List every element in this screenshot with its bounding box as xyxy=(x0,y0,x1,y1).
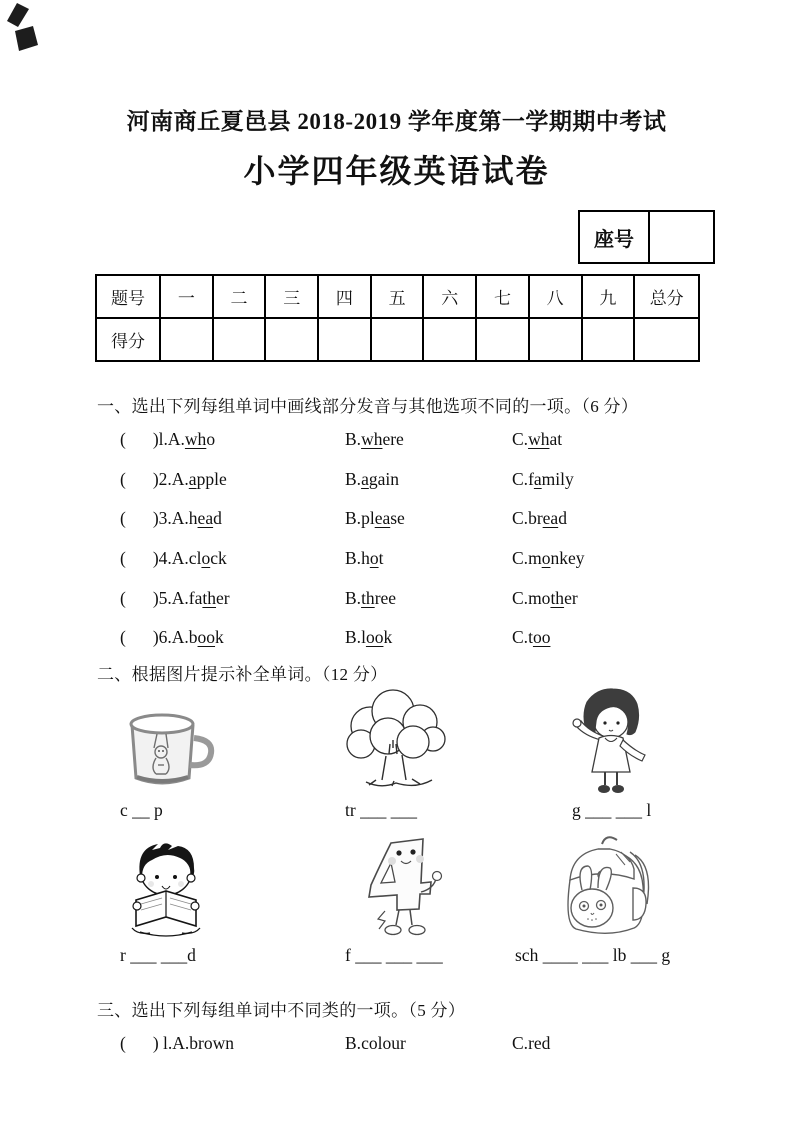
word-part: pl xyxy=(361,508,375,529)
underlined-part: wh xyxy=(528,429,550,449)
option-letter: B. xyxy=(345,587,362,608)
word-part: h xyxy=(361,548,370,569)
option-letter: C. xyxy=(512,548,529,569)
score-cell xyxy=(160,318,213,361)
option-A xyxy=(172,627,224,647)
word-part: o xyxy=(206,429,216,449)
question-number: )2. xyxy=(152,468,172,489)
schoolbag-with-rabbit-image xyxy=(546,828,670,942)
section3-heading: 三、选出下列每组单词中不同类的一项。（5 分） xyxy=(97,1001,466,1020)
word-completion-blank: c __ p xyxy=(120,800,163,820)
question-number-cell: 一 xyxy=(160,275,213,318)
word-part: br xyxy=(528,508,543,529)
word-part: ere xyxy=(382,429,404,449)
word-part: h xyxy=(188,508,198,529)
option-B xyxy=(345,420,404,460)
question-number-cell: 四 xyxy=(318,275,371,318)
question-number: )3. xyxy=(152,508,172,529)
option-B xyxy=(345,579,396,619)
underlined-part: th xyxy=(202,587,217,608)
option-B xyxy=(345,618,392,658)
option-A xyxy=(172,508,222,528)
option-letter: C. xyxy=(512,1033,529,1053)
question-number-cell: 六 xyxy=(423,275,476,318)
word-part: t xyxy=(378,548,384,569)
option-letter: C. xyxy=(512,587,529,608)
question-number: )4. xyxy=(152,548,172,569)
answer-blank-open-paren: ( xyxy=(120,587,126,608)
answer-blank-open-paren: ( xyxy=(120,627,126,648)
word-part: pple xyxy=(196,468,227,489)
question-number-header: 题号 xyxy=(96,275,160,318)
seat-number-value xyxy=(650,212,713,262)
option-C xyxy=(512,618,550,658)
word-part: cl xyxy=(188,548,202,569)
score-cell xyxy=(265,318,318,361)
option-letter: A. xyxy=(171,468,189,489)
option-letter: B. xyxy=(345,508,362,529)
score-cell xyxy=(318,318,371,361)
question-number: )6. xyxy=(152,627,172,648)
word-part: colour xyxy=(361,1033,406,1053)
option-letter: A. xyxy=(171,627,189,648)
word-part: mily xyxy=(541,468,574,489)
underlined-part: oo xyxy=(532,627,551,648)
option-letter: B. xyxy=(345,548,362,569)
question-number-cell: 二 xyxy=(213,275,266,318)
section2-heading: 二、根据图片提示补全单词。（12 分） xyxy=(97,665,388,684)
word-part: m xyxy=(528,548,542,569)
question-row xyxy=(120,460,720,500)
word-part: k xyxy=(215,627,224,648)
word-part: brown xyxy=(189,1033,235,1053)
option-B xyxy=(345,1026,406,1060)
option-letter: A. xyxy=(171,587,189,608)
score-cell xyxy=(582,318,635,361)
question-row xyxy=(120,499,720,539)
option-C xyxy=(512,420,562,460)
seat-number-label: 座号 xyxy=(580,212,650,262)
word-part: nkey xyxy=(550,548,585,569)
cartoon-number-four-image xyxy=(333,831,453,943)
option-C xyxy=(512,499,567,539)
score-row-header: 得分 xyxy=(96,318,160,361)
word-part: ree xyxy=(374,587,397,608)
option-letter: B. xyxy=(345,429,362,449)
tree-image xyxy=(336,678,456,798)
word-part: l xyxy=(361,627,366,648)
question-row xyxy=(120,618,720,658)
word-completion-blank: f ___ ___ ___ xyxy=(345,945,443,965)
score-cell xyxy=(634,318,699,361)
underlined-part: a xyxy=(533,468,542,489)
word-part: er xyxy=(216,587,230,608)
word-part: mo xyxy=(528,587,551,608)
option-A xyxy=(172,588,230,608)
score-cell xyxy=(476,318,529,361)
question-number-cell: 三 xyxy=(265,275,318,318)
underlined-part: o xyxy=(369,548,379,569)
word-part: at xyxy=(549,429,563,449)
question-number-cell: 九 xyxy=(582,275,635,318)
question-number-cell: 七 xyxy=(476,275,529,318)
word-completion-blank: g ___ ___ l xyxy=(572,800,652,820)
underlined-part: wh xyxy=(184,429,207,449)
option-letter: A. xyxy=(171,548,189,569)
option-C xyxy=(512,1026,550,1060)
exam-title: 河南商丘夏邑县 2018-2019 学年度第一学期期中考试 xyxy=(126,109,667,134)
section1-heading: 一、选出下列每组单词中画线部分发音与其他选项不同的一项。（6 分） xyxy=(97,397,639,416)
underlined-part: th xyxy=(361,587,375,608)
boy-reading-book-image xyxy=(110,836,224,941)
word-part: red xyxy=(528,1033,551,1053)
option-letter: B. xyxy=(345,1033,362,1053)
question-row xyxy=(120,1026,720,1060)
paper-title: 小学四年级英语试卷 xyxy=(243,153,550,189)
underlined-part: ea xyxy=(197,508,214,529)
option-letter: C. xyxy=(512,468,529,489)
score-table xyxy=(95,274,700,362)
seat-number-box xyxy=(578,210,715,264)
cup-with-rabbit-image xyxy=(116,698,218,796)
underlined-part: o xyxy=(201,548,211,569)
option-A xyxy=(172,1033,234,1053)
option-B xyxy=(345,460,399,500)
question-row xyxy=(120,539,720,579)
underlined-part: ea xyxy=(374,508,391,529)
answer-blank-open-paren: ( xyxy=(120,548,126,569)
option-C xyxy=(512,460,574,500)
underlined-part: ea xyxy=(542,508,559,529)
word-completion-blank: sch ____ ___ lb ___ g xyxy=(515,945,671,965)
option-letter: A. xyxy=(172,1033,190,1053)
score-cell xyxy=(423,318,476,361)
answer-blank-open-paren: ( xyxy=(120,429,126,449)
option-A xyxy=(172,469,227,489)
score-cell xyxy=(213,318,266,361)
question-row xyxy=(120,579,720,619)
answer-blank-open-paren: ( xyxy=(120,1033,126,1053)
word-part: fa xyxy=(188,587,203,608)
option-A xyxy=(172,548,227,568)
underlined-part: a xyxy=(188,468,197,489)
option-letter: A. xyxy=(171,508,189,529)
option-letter: A. xyxy=(167,429,185,449)
question-number-cell: 八 xyxy=(529,275,582,318)
word-completion-blank: tr ___ ___ xyxy=(345,800,417,820)
option-B xyxy=(345,539,383,579)
word-part: er xyxy=(564,587,578,608)
question-number-cell: 总分 xyxy=(634,275,699,318)
section3-question-rows xyxy=(120,1026,720,1060)
word-part: d xyxy=(558,508,567,529)
word-part: b xyxy=(188,627,198,648)
answer-blank-open-paren: ( xyxy=(120,468,126,489)
word-part: ck xyxy=(210,548,227,569)
word-part: se xyxy=(390,508,405,529)
word-part: f xyxy=(528,468,534,489)
option-B xyxy=(345,499,405,539)
scan-artifact-marks xyxy=(2,0,50,60)
section1-question-rows xyxy=(120,420,720,658)
underlined-part: wh xyxy=(361,429,383,449)
question-number: ) l. xyxy=(152,1033,173,1053)
word-part: k xyxy=(383,627,393,648)
word-completion-blank: r ___ ___d xyxy=(120,945,196,965)
underlined-part: th xyxy=(550,587,565,608)
answer-blank-open-paren: ( xyxy=(120,508,126,529)
option-letter: B. xyxy=(345,468,362,489)
option-C xyxy=(512,579,578,619)
underlined-part: a xyxy=(361,468,369,489)
question-row xyxy=(120,420,720,460)
option-C xyxy=(512,539,584,579)
option-letter: C. xyxy=(512,508,529,529)
option-A xyxy=(168,429,215,449)
girl-waving-image xyxy=(561,676,663,800)
underlined-part: o xyxy=(541,548,551,569)
question-number: )l. xyxy=(152,429,168,449)
score-cell xyxy=(529,318,582,361)
word-part: gain xyxy=(368,468,399,489)
underlined-part: oo xyxy=(365,627,384,648)
question-number-cell: 五 xyxy=(371,275,424,318)
question-number: )5. xyxy=(152,587,172,608)
option-letter: C. xyxy=(512,627,529,648)
word-part: d xyxy=(213,508,222,529)
option-letter: C. xyxy=(512,429,529,449)
score-cell xyxy=(371,318,424,361)
word-part: t xyxy=(528,627,533,648)
underlined-part: oo xyxy=(197,627,216,648)
option-letter: B. xyxy=(345,627,362,648)
